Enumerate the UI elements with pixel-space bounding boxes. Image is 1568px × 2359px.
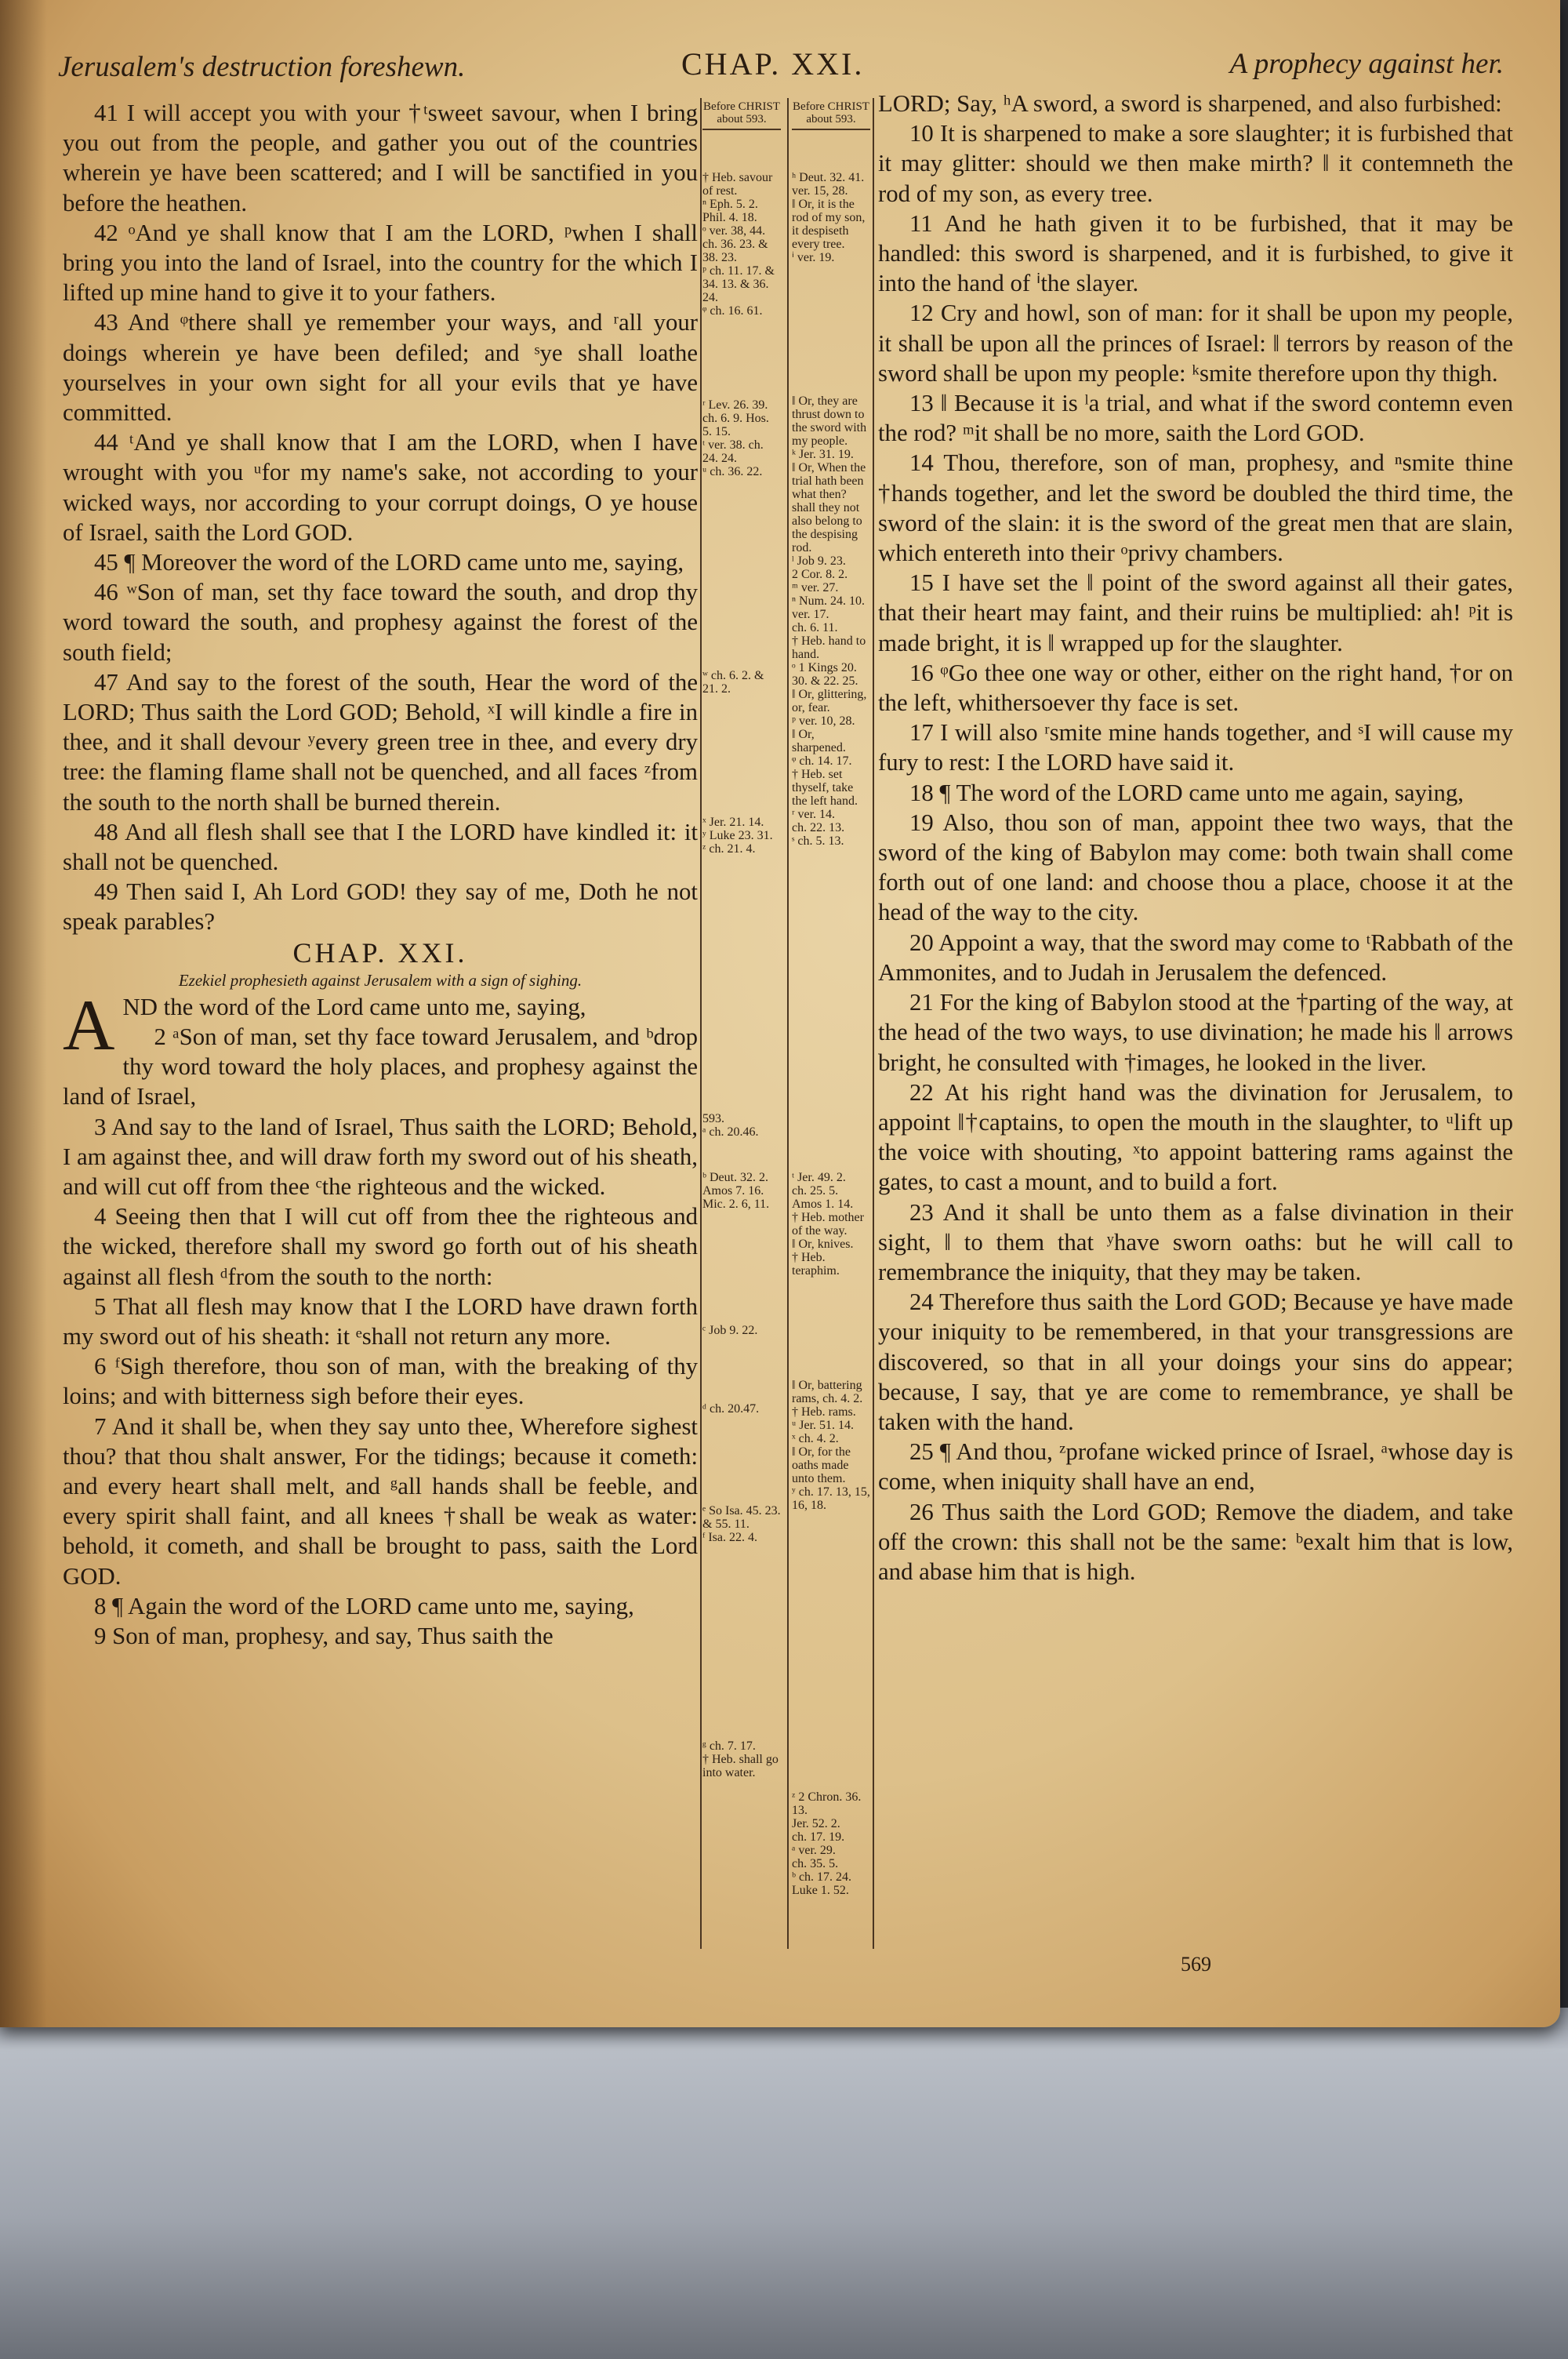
verse-paragraph: 19 Also, thou son of man, appoint thee two ways, that the sword of the king of Babylon may come: both twain shall come forth out of one land: and choose thou a place, choose it at the head of the way to the city. bbox=[878, 809, 1513, 926]
drop-cap: A bbox=[63, 984, 115, 1065]
verse-paragraph: 45 ¶ Moreover the word of the LORD came unto me, saying, bbox=[94, 549, 684, 576]
verse-paragraph: 22 At his right hand was the divination for Jerusalem, to appoint ‖†captains, to open the mouth in the slaughter, to ᵘlift up the voice with shouting, ˣto appoint battering rams against the gates, to cast a mount, and to build a fort. bbox=[878, 1078, 1513, 1196]
column-rule bbox=[873, 98, 874, 1949]
verse-paragraph: 13 ‖ Because it is ˡa trial, and what if the sword contemn even the rod? ᵐit shall be no more, saith the Lord GOD. bbox=[878, 390, 1513, 447]
verse-paragraph: 6 ᶠSigh therefore, thou son of man, with the breaking of thy loins; and with bitterness sigh before their eyes. bbox=[63, 1353, 698, 1410]
margin-references-right bbox=[792, 100, 870, 1897]
verse-paragraph: 3 And say to the land of Israel, Thus saith the LORD; Behold, I am against thee, and will draw forth my sword out of his sheath, and will cut off from thee ᶜthe righteous and the wicked. bbox=[63, 1113, 698, 1200]
running-head-right: A prophecy against her. bbox=[1229, 48, 1504, 80]
margin-header: Before CHRIST about 593. bbox=[702, 100, 781, 130]
opening-text: ND the word of the Lord came unto me, saying, bbox=[122, 993, 586, 1020]
margin-note: 593. ᵃ ch. 20.46. bbox=[702, 1112, 759, 1139]
margin-note: ᶜ Job 9. 22. bbox=[702, 1324, 758, 1337]
margin-note: † Heb. savour of rest. ⁿ Eph. 5. 2. Phil. 4. 18. ᵒ ver. 38, 44. ch. 36. 23. & 38. 23. ᵖ ch. 11. 17. & 34. 13. & 36. 24. ᵠ ch. 16. 61. bbox=[702, 171, 775, 318]
verse-paragraph: 42 ᵒAnd ye shall know that I am the LORD, ᵖwhen I shall bring you into the land of Israel, into the country for the which I lifted up mine hand to give it to your fathers. bbox=[63, 219, 698, 307]
margin-header: Before CHRIST about 593. bbox=[792, 100, 870, 130]
verse-paragraph: 16 ᵠGo thee one way or other, either on the right hand, †or on the left, whithersoever thy face is set. bbox=[878, 659, 1513, 717]
verse-paragraph: 5 That all flesh may know that I the LORD have drawn forth my sword out of his sheath: it ᵉshall not return any more. bbox=[63, 1292, 698, 1350]
verse-paragraph: 20 Appoint a way, that the sword may come to ᵗRabbath of the Ammonites, and to Judah in Jerusalem the defenced. bbox=[878, 929, 1513, 986]
margin-references-left bbox=[702, 100, 781, 1779]
verse-paragraph: 43 And ᵠthere shall ye remember your ways, and ʳall your doings wherein ye have been defiled; and ˢye shall loathe yourselves in your own sight for all your evils that ye have committed. bbox=[63, 309, 698, 427]
margin-note: ˣ Jer. 21. 14. ʸ Luke 23. 31. ᶻ ch. 21. 4. bbox=[702, 816, 773, 856]
verse-paragraph: 12 Cry and howl, son of man: for it shall be upon my people, it shall be upon all the princes of Israel: ‖ terrors by reason of the sword shall be upon my people: ᵏsmite therefore upon thy thigh. bbox=[878, 300, 1513, 387]
verse-paragraph: 11 And he hath given it to be furbished, that it may be handled: this sword is sharpened, and it is furbished, to give it into the hand of ⁱthe slayer. bbox=[878, 209, 1513, 297]
verse-paragraph: 7 And it shall be, when they say unto thee, Wherefore sighest thou? that thou shalt answer, For the tidings; because it cometh: and every heart shall melt, and ᵍall hands shall be feeble, and every spirit shall faint, and all knees †shall be weak as water: behold, it cometh, and shall be brought to pass, saith the Lord GOD. bbox=[63, 1412, 698, 1590]
margin-note: ʷ ch. 6. 2. & 21. 2. bbox=[702, 669, 764, 696]
left-text-column bbox=[63, 98, 698, 1651]
page-number: 569 bbox=[1181, 1953, 1211, 1976]
verse-paragraph: 46 ʷSon of man, set thy face toward the south, and drop thy word toward the south, and prophesy against the forest of the south field; bbox=[63, 579, 698, 666]
verse-paragraph: 21 For the king of Babylon stood at the †parting of the way, at the head of the two ways, to use divination; he made his ‖ arrows bright, he consulted with †images, he looked in the liver. bbox=[878, 989, 1513, 1076]
verse-paragraph: 17 I will also ʳsmite mine hands together, and ˢI will cause my fury to rest: I the LORD have said it. bbox=[878, 719, 1513, 776]
verse-paragraph: 47 And say to the forest of the south, Hear the word of the LORD; Thus saith the Lord GOD; Behold, ˣI will kindle a fire in thee, and it shall devour ʸevery green tree in thee, and every dry tree: the flaming flame shall not be quenched, and all faces ᶻfrom the south to the north shall be burned therein. bbox=[63, 668, 698, 816]
verse-paragraph: 48 And all flesh shall see that I the LORD have kindled it: it shall not be quenched. bbox=[63, 818, 698, 876]
margin-note: ᶻ 2 Chron. 36. 13. Jer. 52. 2. ch. 17. 19. ᵃ ver. 29. ch. 35. 5. ᵇ ch. 17. 24. Luke 1. 52. bbox=[792, 1790, 862, 1897]
running-head-chapter: CHAP. XXI. bbox=[681, 46, 865, 82]
verse-paragraph: 9 Son of man, prophesy, and say, Thus saith the bbox=[94, 1622, 554, 1649]
margin-note: ᵇ Deut. 32. 2. Amos 7. 16. Mic. 2. 6, 11. bbox=[702, 1171, 770, 1211]
verse-paragraph: 15 I have set the ‖ point of the sword against all their gates, that their heart may faint, and their ruins be multiplied: ah! ᵖit is made bright, it is ‖ wrapped up for the slaughter. bbox=[878, 569, 1513, 656]
verse-paragraph: 49 Then said I, Ah Lord GOD! they say of me, Doth he not speak parables? bbox=[63, 878, 698, 936]
running-head bbox=[58, 45, 1504, 93]
margin-note: ᵉ So Isa. 45. 23. & 55. 11. ᶠ Isa. 22. 4. bbox=[702, 1504, 781, 1544]
verse-paragraph: 2 ᵃSon of man, set thy face toward Jerusalem, and ᵇdrop thy word toward the holy places, and prophesy against the land of Israel, bbox=[63, 1023, 698, 1110]
column-rule bbox=[787, 98, 789, 1949]
verse-paragraph: 24 Therefore thus saith the Lord GOD; Because ye have made your iniquity to be remembered, in that your transgressions are discovered, so that in all your doings your sins do appear; because, I say, that ye are come to remembrance, ye shall be taken with the hand. bbox=[878, 1289, 1513, 1435]
margin-note: ʰ Deut. 32. 41. ver. 15, 28. ‖ Or, it is the rod of my son, it despiseth every tree. ⁱ ver. 19. bbox=[792, 171, 866, 264]
chapter-heading: CHAP. XXI. bbox=[292, 936, 468, 969]
margin-note: ʳ Lev. 26. 39. ch. 6. 9. Hos. 5. 15. ᵗ ver. 38. ch. 24. 24. ᵘ ch. 36. 22. bbox=[702, 398, 769, 478]
margin-note: ᵗ Jer. 49. 2. ch. 25. 5. Amos 1. 14. † Heb. mother of the way. ‖ Or, knives. † Heb. teraphim. bbox=[792, 1171, 864, 1278]
margin-note: ‖ Or, battering rams, ch. 4. 2. † Heb. rams. ᵘ Jer. 51. 14. ˣ ch. 4. 2. ‖ Or, for the oaths made unto them. ʸ ch. 17. 13, 15, 16, 18. bbox=[792, 1379, 870, 1512]
verse-paragraph: 10 It is sharpened to make a sore slaughter; it is furbished that it may glitter: should we then make mirth? ‖ it contemneth the rod of my son, as every tree. bbox=[878, 120, 1513, 207]
running-head-left: Jerusalem's destruction foreshewn. bbox=[58, 51, 466, 83]
margin-note: ᵍ ch. 7. 17. † Heb. shall go into water. bbox=[702, 1739, 779, 1779]
verse-paragraph: 44 ᵗAnd ye shall know that I am the LORD, when I have wrought with you ᵘfor my name's sake, not according to your wicked ways, nor according to your corrupt doings, O ye house of Israel, saith the Lord GOD. bbox=[63, 429, 698, 546]
verse-paragraph: 18 ¶ The word of the LORD came unto me again, saying, bbox=[909, 779, 1465, 806]
verse-paragraph: 14 Thou, therefore, son of man, prophesy, and ⁿsmite thine †hands together, and let the sword be doubled the third time, the sword of the slain: it is the sword of the great men that are slain, which entereth into their ᵒprivy chambers. bbox=[878, 449, 1513, 567]
table-surface bbox=[0, 2008, 1568, 2359]
margin-note: ‖ Or, they are thrust down to the sword with my people. ᵏ Jer. 31. 19. ‖ Or, When the trial hath been what then? shall they not also belong to the despising rod. ˡ Job 9. 23. 2 Cor. 8. 2. ᵐ ver. 27. ⁿ Num. 24. 10. ver. 17. ch. 6. 11. † Heb. hand to hand. ᵒ 1 Kings 20. 30. & 22. 25. ‖ Or, glittering, or, fear. ᵖ ver. 10, 28. ‖ Or, sharpened. ᵠ ch. 14. 17. † Heb. set thyself, take the left hand. ʳ ver. 14. ch. 22. 13. ˢ ch. 5. 13. bbox=[792, 394, 867, 848]
verse-paragraph: 26 Thus saith the Lord GOD; Remove the diadem, and take off the crown: this shall not be the same: ᵇexalt him that is low, and abase him that is high. bbox=[878, 1498, 1513, 1585]
verse-paragraph: 41 I will accept you with your †ᵗsweet savour, when I bring you out from the people, and gather you out of the countries wherein ye have been scattered; and I will be sanctified in you before the heathen. bbox=[63, 100, 698, 216]
chapter-summary: Ezekiel prophesieth against Jerusalem with a sign of sighing. bbox=[178, 970, 583, 990]
verse-paragraph: 23 And it shall be unto them as a false divination in their sight, ‖ to them that ʸhave sworn oaths: but he will call to remembrance the iniquity, that they may be taken. bbox=[878, 1198, 1513, 1285]
verse-paragraph: 4 Seeing then that I will cut off from thee the righteous and the wicked, therefore shall my sword go forth out of his sheath against all flesh ᵈfrom the south to the north: bbox=[63, 1203, 698, 1290]
right-text-column bbox=[878, 89, 1513, 1587]
verse-paragraph: 25 ¶ And thou, ᶻprofane wicked prince of Israel, ᵃwhose day is come, when iniquity shall have an end, bbox=[878, 1438, 1513, 1496]
verse-paragraph: LORD; Say, ʰA sword, a sword is sharpened, and also furbished: bbox=[878, 90, 1502, 117]
margin-note: ᵈ ch. 20.47. bbox=[702, 1402, 760, 1416]
verse-paragraph: 8 ¶ Again the word of the LORD came unto me, saying, bbox=[94, 1592, 634, 1619]
column-rule bbox=[700, 98, 702, 1949]
chapter-opening bbox=[63, 984, 698, 1065]
